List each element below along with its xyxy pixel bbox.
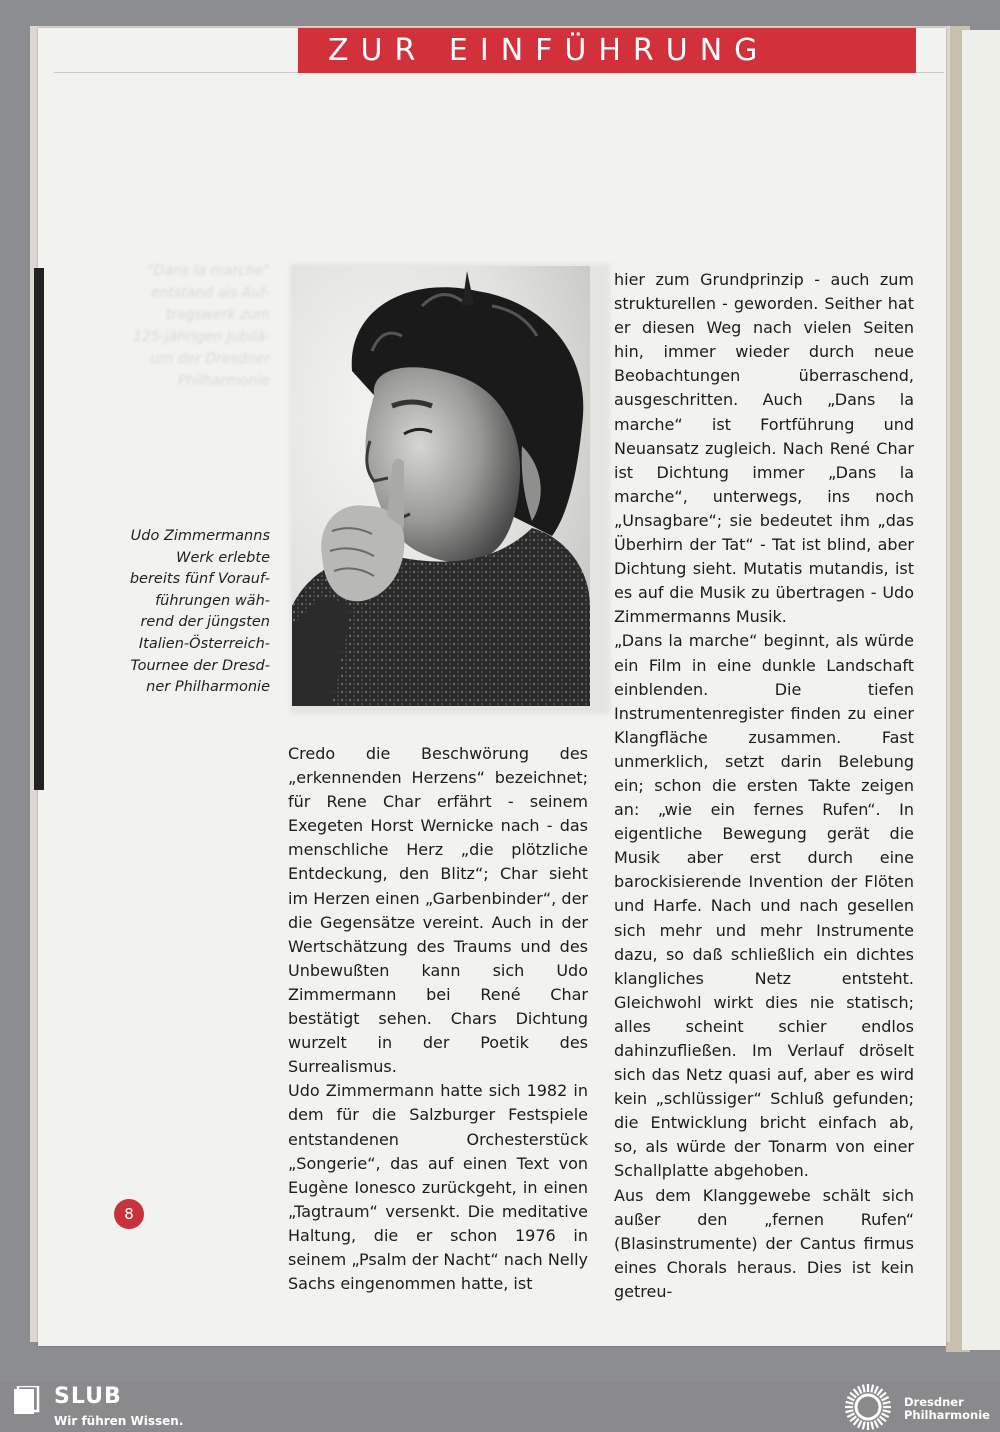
viewer-footer bbox=[0, 1382, 1000, 1432]
paragraph: Credo die Beschwörung des „erkennenden Herzens“ bezeichnet; für Rene Char erfährt - seinem Exegeten Horst Wernicke nach - das menschliche Herz „die plötzliche Entdeckung, den Blitz“; Char sieht im Herzen einen „Garbenbinder“, der die Gegensätze vereint. Auch in der Wertschätzung des Traums und des Unbewußten kann sich Udo Zimmermann bei René Char bestätigt sehen. Chars Dichtung wurzelt in der Poetik des Surrealismus. bbox=[288, 744, 588, 1077]
paragraph: hier zum Grundprinzip - auch zum strukturellen - geworden. Seither hat er diesen Weg nach vielen Seiten hin, immer wieder durch neue Beobachtungen überraschend, ausgeschritten. Auch „Dans la marche“ ist Fortführung und Neuansatz zugleich. Nach René Char ist Dichtung immer „Dans la marche“, unterwegs, ins noch „Unsagbare“; sie bedeutet ihm „das Überhirn der Tat“ - Tat ist blind, aber Dichtung sieht. Mutatis mutandis, ist es auf die Musik zu übertragen - Udo Zimmermanns Musik. bbox=[614, 270, 914, 627]
book-icon[interactable] bbox=[12, 1386, 40, 1416]
portrait-photo bbox=[292, 266, 590, 706]
bleed-through-text bbox=[104, 260, 270, 392]
next-page-sliver bbox=[962, 30, 1000, 1350]
bleed-line: Philharmonie bbox=[178, 373, 270, 389]
left-photo-strip bbox=[34, 268, 44, 790]
bleed-line: "Dans la marche" bbox=[147, 263, 270, 279]
page-number-badge: 8 bbox=[114, 1199, 144, 1229]
section-header: ZUR EINFÜHRUNG bbox=[298, 28, 916, 73]
text-column-right bbox=[614, 268, 914, 1304]
document-page bbox=[38, 28, 946, 1346]
bleed-line: um der Dresdner bbox=[150, 351, 270, 367]
paragraph: „Dans la marche“ beginnt, als würde ein Film in eine dunkle Landschaft einblenden. Die tiefen Instrumentenregister finden zu einer Klangfläche zusammen. Fast unmerklich, setzt darin Belebung ein; schon die ersten Takte zeigen an: „wie ein fernes Rufen“. In eigentliche Bewegung gerät die Musik aber erst durch eine barockisierende Invention der Flöten und Harfe. Nach und nach gesellen sich mehr und mehr Instrumente dazu, so daß schließlich ein dichtes klangliches Netz entsteht. Gleichwohl wirkt dies nie statisch; alles scheint schier endlos dahinzufließen. Im Verlauf dröselt sich das Netz quasi auf, aber es wird kein „schlüssiger“ Schluß gefunden; die Entwicklung bricht einfach ab, so, als würde der Tonarm von einer Schallplatte abgehoben. bbox=[614, 631, 914, 1181]
bleed-line: 125-jährigen Jubilä- bbox=[133, 329, 270, 345]
photo-caption: Udo Zimmermanns Werk erlebte bereits fünf Vorauf- führungen wäh- rend der jüngsten Italien-Österreich- Tournee der Dresd- ner Philharmonie bbox=[129, 528, 270, 696]
text-column-left bbox=[288, 742, 588, 1296]
sunburst-logo-icon[interactable] bbox=[842, 1383, 894, 1431]
bleed-line: tragswerk zum bbox=[165, 307, 270, 323]
paragraph: Aus dem Klanggewebe schält sich außer den „fernen Rufen“ (Blasinstrumente) der Cantus firmus eines Chorals heraus. Dies ist kein getreu- bbox=[614, 1185, 914, 1301]
partner-logo-text[interactable]: Dresdner Philharmonie bbox=[904, 1395, 990, 1422]
slub-logo-text[interactable]: SLUB bbox=[54, 1384, 122, 1409]
paragraph: Udo Zimmermann hatte sich 1982 in dem für die Salzburger Festspiele entstandenen Orchesterstück „Songerie“, das auf einen Text von Eugène Ionesco zurückgeht, in einen „Tagtraum“ versenkt. Die meditative Haltung, die er schon 1976 in seinem „Psalm der Nacht“ nach Nelly Sachs eingenommen hatte, ist bbox=[288, 1081, 588, 1294]
slub-tagline: Wir führen Wissen. bbox=[54, 1414, 184, 1428]
bleed-line: entstand als Auf- bbox=[151, 285, 270, 301]
